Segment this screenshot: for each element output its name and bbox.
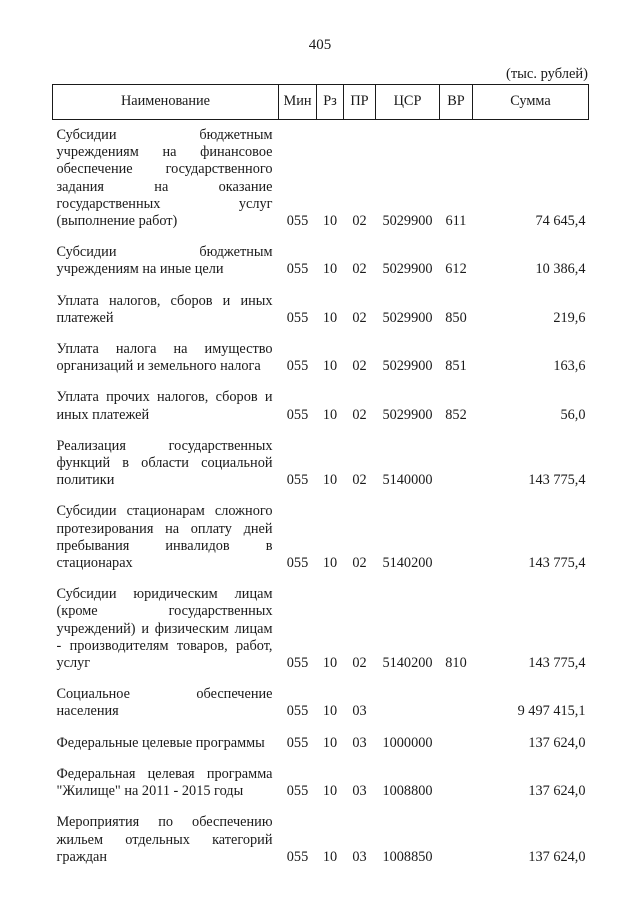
row-min: 055 xyxy=(286,213,309,230)
column-header-min: Мин xyxy=(279,85,317,120)
row-name: Уплата налогов, сборов и иных платежей xyxy=(56,292,273,326)
units-label: (тыс. рублей) xyxy=(506,66,588,82)
row-min: 055 xyxy=(286,848,309,865)
table-row xyxy=(53,759,589,807)
row-rz: 10 xyxy=(322,213,338,230)
row-name: Субсидии бюджетным учреждениям на иные цели xyxy=(56,244,273,278)
row-csr xyxy=(376,679,440,727)
row-min: 055 xyxy=(286,472,309,489)
row-sum: 137 624,0 xyxy=(528,848,586,865)
row-rz: 10 xyxy=(322,472,338,489)
column-header-csr: ЦСР xyxy=(376,85,440,120)
row-csr: 5029900 xyxy=(382,406,433,423)
row-rz: 10 xyxy=(322,406,338,423)
row-min: 055 xyxy=(286,358,309,375)
table-header-row xyxy=(53,85,589,120)
table-row xyxy=(53,579,589,679)
column-header-sum: Сумма xyxy=(473,85,589,120)
row-rz: 10 xyxy=(322,703,338,720)
row-min: 055 xyxy=(286,555,309,572)
column-header-vr: ВР xyxy=(440,85,473,120)
column-header-pr: ПР xyxy=(344,85,376,120)
row-csr: 5140200 xyxy=(382,655,433,672)
row-pr: 02 xyxy=(352,358,367,375)
row-csr: 5140200 xyxy=(382,555,433,572)
table-row xyxy=(53,807,589,873)
row-min: 055 xyxy=(286,655,309,672)
row-rz: 10 xyxy=(322,261,338,278)
row-pr: 02 xyxy=(352,309,367,326)
row-csr: 5029900 xyxy=(382,358,433,375)
row-pr: 03 xyxy=(352,734,367,751)
row-pr: 03 xyxy=(352,783,367,800)
row-min: 055 xyxy=(286,734,309,751)
table-row xyxy=(53,382,589,430)
row-name: Уплата прочих налогов, сборов и иных платежей xyxy=(56,389,273,423)
row-pr: 02 xyxy=(352,555,367,572)
row-sum: 56,0 xyxy=(560,406,586,423)
row-rz: 10 xyxy=(322,848,338,865)
row-min: 055 xyxy=(286,703,309,720)
row-vr: 810 xyxy=(445,655,467,672)
row-vr xyxy=(440,679,473,727)
row-vr: 612 xyxy=(445,261,467,278)
row-name: Субсидии бюджетным учреждениям на финансовое обеспечение государственного задания на оказание государственных услуг (выполнение работ) xyxy=(56,127,273,230)
column-header-rz: Рз xyxy=(317,85,344,120)
row-rz: 10 xyxy=(322,309,338,326)
row-pr: 02 xyxy=(352,213,367,230)
row-name: Мероприятия по обеспечению жильем отдельных категорий граждан xyxy=(56,814,273,865)
row-min: 055 xyxy=(286,309,309,326)
row-pr: 02 xyxy=(352,406,367,423)
table-row xyxy=(53,120,589,238)
budget-table xyxy=(52,84,589,873)
row-rz: 10 xyxy=(322,734,338,751)
row-sum: 74 645,4 xyxy=(535,213,586,230)
row-pr: 02 xyxy=(352,472,367,489)
row-csr: 5029900 xyxy=(382,261,433,278)
row-sum: 143 775,4 xyxy=(528,555,586,572)
row-csr: 5029900 xyxy=(382,309,433,326)
row-name: Федеральная целевая программа "Жилище" на 2011 - 2015 годы xyxy=(56,765,273,800)
row-csr: 1008850 xyxy=(382,848,433,865)
row-name: Уплата налога на имущество организаций и земельного налога xyxy=(56,341,273,375)
row-name: Субсидии стационарам сложного протезирования на оплату дней пребывания инвалидов в стационарах xyxy=(56,503,273,572)
row-name: Социальное обеспечение населения xyxy=(56,686,273,720)
table-row xyxy=(53,496,589,579)
row-name: Реализация государственных функций в области социальной политики xyxy=(56,437,273,489)
row-rz: 10 xyxy=(322,655,338,672)
row-pr: 03 xyxy=(352,703,367,720)
table-row xyxy=(53,431,589,497)
row-csr: 1008800 xyxy=(382,783,433,800)
table-row xyxy=(53,728,589,759)
row-vr xyxy=(440,728,473,759)
row-sum: 9 497 415,1 xyxy=(517,703,586,720)
row-csr: 5029900 xyxy=(382,213,433,230)
row-sum: 10 386,4 xyxy=(535,261,586,278)
column-header-name: Наименование xyxy=(53,85,279,120)
row-pr: 02 xyxy=(352,261,367,278)
row-sum: 219,6 xyxy=(553,309,586,326)
row-vr xyxy=(440,496,473,579)
row-vr: 852 xyxy=(445,406,467,423)
table-row xyxy=(53,679,589,727)
row-vr xyxy=(440,807,473,873)
row-vr: 851 xyxy=(445,358,467,375)
page-number: 405 xyxy=(308,37,332,53)
row-min: 055 xyxy=(286,406,309,423)
row-name: Федеральные целевые программы xyxy=(56,734,265,751)
row-vr: 850 xyxy=(445,309,467,326)
row-vr: 611 xyxy=(445,213,467,230)
row-rz: 10 xyxy=(322,555,338,572)
row-sum: 163,6 xyxy=(553,358,586,375)
table-row xyxy=(53,286,589,334)
row-name: Субсидии юридическим лицам (кроме государственных учреждений) и физическим лицам - производителям товаров, работ, услуг xyxy=(56,586,273,672)
row-sum: 143 775,4 xyxy=(528,655,586,672)
row-sum: 137 624,0 xyxy=(528,783,586,800)
row-rz: 10 xyxy=(322,783,338,800)
row-vr xyxy=(440,431,473,497)
row-vr xyxy=(440,759,473,807)
row-csr: 1000000 xyxy=(382,734,433,751)
row-sum: 137 624,0 xyxy=(528,734,586,751)
row-min: 055 xyxy=(286,261,309,278)
row-pr: 03 xyxy=(352,848,367,865)
row-sum: 143 775,4 xyxy=(528,472,586,489)
row-pr: 02 xyxy=(352,655,367,672)
table-row xyxy=(53,334,589,382)
row-min: 055 xyxy=(286,783,309,800)
table-row xyxy=(53,237,589,285)
row-rz: 10 xyxy=(322,358,338,375)
row-csr: 5140000 xyxy=(382,472,433,489)
